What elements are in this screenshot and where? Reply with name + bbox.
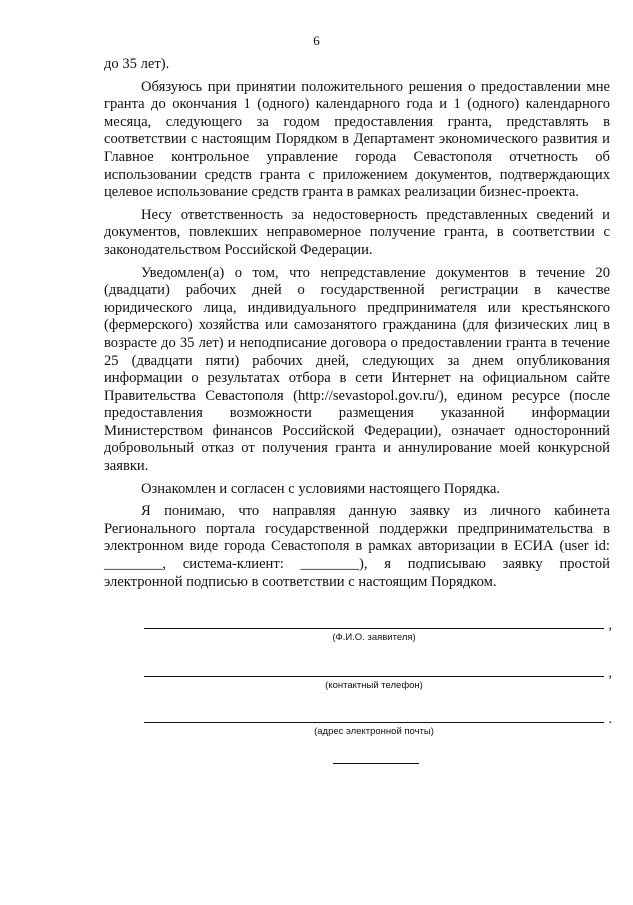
signature-line-punct: . (608, 712, 612, 727)
signature-field-phone (144, 662, 610, 692)
paragraph-continuation: до 35 лет). (104, 56, 170, 72)
signature-line-name (144, 614, 612, 633)
caption-contact-phone: (контактный телефон) (325, 680, 423, 691)
signature-line-punct: , (608, 618, 612, 633)
signature-field-name (144, 614, 610, 644)
caption-email-address: (адрес электронной почты) (314, 726, 434, 737)
signature-line-phone (144, 662, 612, 681)
body-text (104, 56, 610, 596)
caption-applicant-name: (Ф.И.О. заявителя) (332, 632, 416, 643)
signature-field-email (144, 708, 610, 738)
page-number: 6 (313, 33, 320, 48)
paragraph-reporting-obligation: Обязуюсь при принятии положительного решения о предоставлении мне гранта до окончания 1 (одного) календарного года и 1 (одного) календарного месяца, следующего за годом предоставления гранта, представлять в соответствии с настоящим Порядком в Департамент экономического развития и Главное контрольное управление города Севастополя отчетность об использовании средств гранта с приложением документов, подтверждающих целевое использование средств гранта в рамках реализации бизнес-проекта. (104, 78, 610, 201)
signature-line-punct: , (608, 666, 612, 681)
signature-line-email (144, 708, 612, 727)
paragraph-electronic-signature: Я понимаю, что направляя данную заявку из личного кабинета Регионального портала государственной поддержки предпринимательства в электронном виде города Севастополя в рамках авторизации в ЕСИА (user id: ________, система-клиент: ________), я подписываю заявку простой электронной подписью в соответствии с настоящим Порядком. (104, 503, 610, 590)
paragraph-responsibility: Несу ответственность за недостоверность представленных сведений и документов, повлекших неправомерное получение гранта, в соответствии с законодательством Российской Федерации. (104, 206, 610, 258)
end-of-document-rule (333, 763, 419, 764)
paragraph-notification: Уведомлен(а) о том, что непредставление документов в течение 20 (двадцати) рабочих дней о государственной регистрации в качестве юридического лица, индивидуального предпринимателя или крестьянского (фермерского) хозяйства или самозанятого гражданина (для физических лиц в возрасте до 35 лет) и неподписание договора о предоставлении гранта в течение 25 (двадцати пяти) рабочих дней, следующих за днем опубликования информации о результатах отбора в сети Интернет на официальном сайте Правительства Севастополя (http://sevastopol.gov.ru/), едином ресурсе (после предоставления возможности размещения указанной информации Министерством финансов Российской Федерации), означает односторонний добровольный отказ от получения гранта и аннулирование моей конкурсной заявки. (104, 264, 610, 475)
paragraph-acknowledgement: Ознакомлен и согласен с условиями настоящего Порядка. (141, 480, 501, 497)
